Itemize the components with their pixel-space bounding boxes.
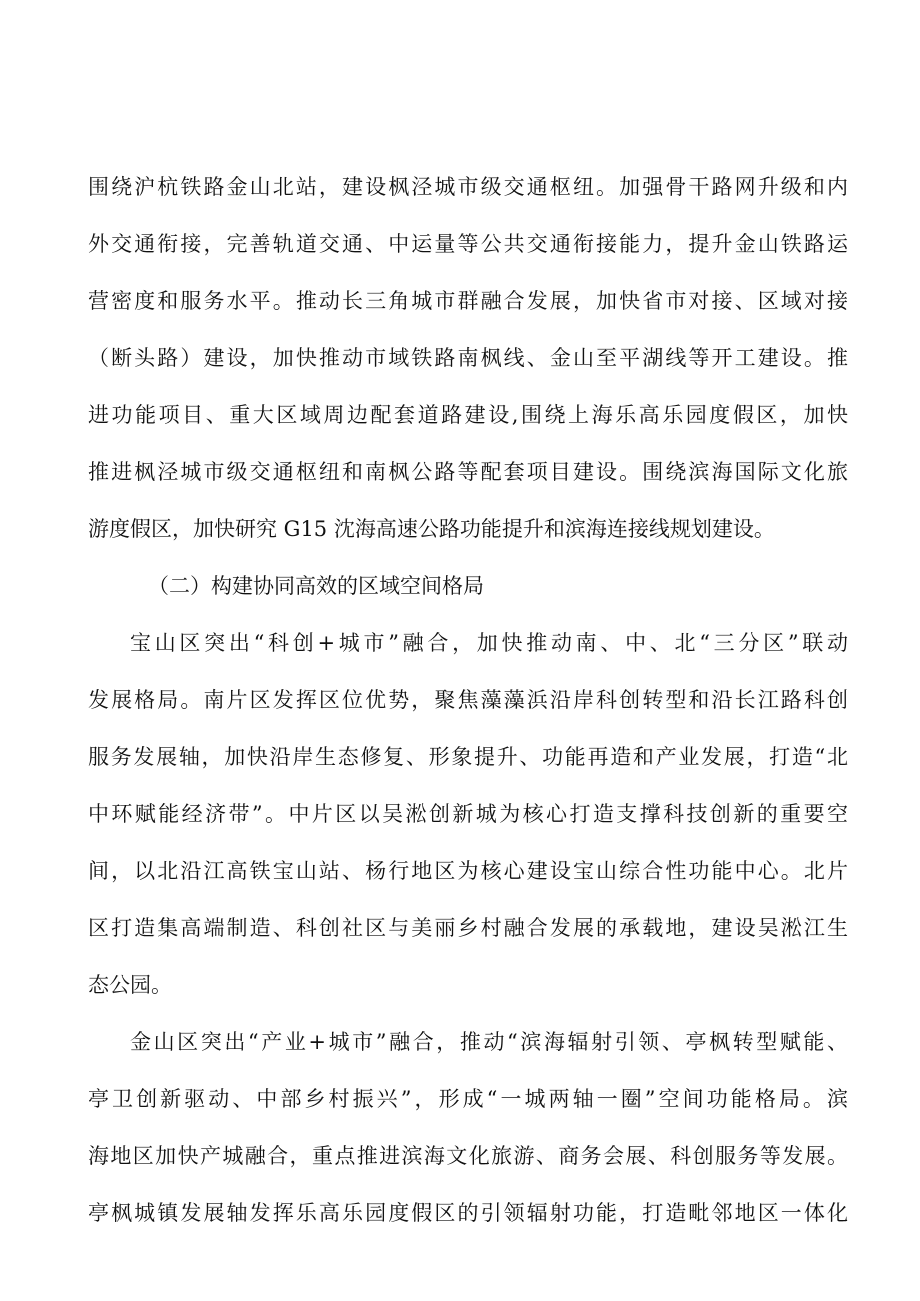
paragraph-line: 宝山区突出“科创+城市”融合，加快推动南、中、北“三分区”联动 <box>130 631 848 655</box>
paragraph-line: 游度假区，加快研究 G15 沈海高速公路功能提升和滨海连接线规划建设。 <box>88 517 775 541</box>
paragraph-line: 围绕沪杭铁路金山北站，建设枫泾城市级交通枢纽。加强骨干路网升级和内 <box>88 175 848 199</box>
paragraph-line: 发展格局。南片区发挥区位优势，聚焦藻藻浜沿岸科创转型和沿长江路科创 <box>88 688 848 712</box>
paragraph-line: 服务发展轴，加快沿岸生态修复、形象提升、功能再造和产业发展，打造“北 <box>88 745 848 769</box>
paragraph-line: 亭卫创新驱动、中部乡村振兴”，形成“一城两轴一圈”空间功能格局。滨 <box>88 1087 848 1111</box>
paragraph-line: 营密度和服务水平。推动长三角城市群融合发展，加快省市对接、区域对接 <box>88 289 848 313</box>
paragraph-line: 海地区加快产城融合，重点推进滨海文化旅游、商务会展、科创服务等发展。 <box>88 1144 848 1168</box>
paragraph-line: 区打造集高端制造、科创社区与美丽乡村融合发展的承载地，建设吴淞江生 <box>88 916 848 940</box>
paragraph-line: （断头路）建设，加快推动市域铁路南枫线、金山至平湖线等开工建设。推 <box>88 346 848 370</box>
paragraph-line: 亭枫城镇发展轴发挥乐高乐园度假区的引领辐射功能，打造毗邻地区一体化 <box>88 1201 848 1225</box>
paragraph-line: 态公园。 <box>88 973 172 997</box>
paragraph-line: 中环赋能经济带”。中片区以吴淞创新城为核心打造支撑科技创新的重要空 <box>88 802 848 826</box>
paragraph-line: 间，以北沿江高铁宝山站、杨行地区为核心建设宝山综合性功能中心。北片 <box>88 859 848 883</box>
paragraph-line: 推进枫泾城市级交通枢纽和南枫公路等配套项目建设。围绕滨海国际文化旅 <box>88 460 848 484</box>
paragraph-line: 金山区突出“产业+城市”融合，推动“滨海辐射引领、亭枫转型赋能、 <box>130 1030 848 1054</box>
section-heading: （二）构建协同高效的区域空间格局 <box>148 574 484 598</box>
paragraph-line: 外交通衔接，完善轨道交通、中运量等公共交通衔接能力，提升金山铁路运 <box>88 232 848 256</box>
paragraph-line: 进功能项目、重大区域周边配套道路建设,围绕上海乐高乐园度假区，加快 <box>88 403 848 427</box>
